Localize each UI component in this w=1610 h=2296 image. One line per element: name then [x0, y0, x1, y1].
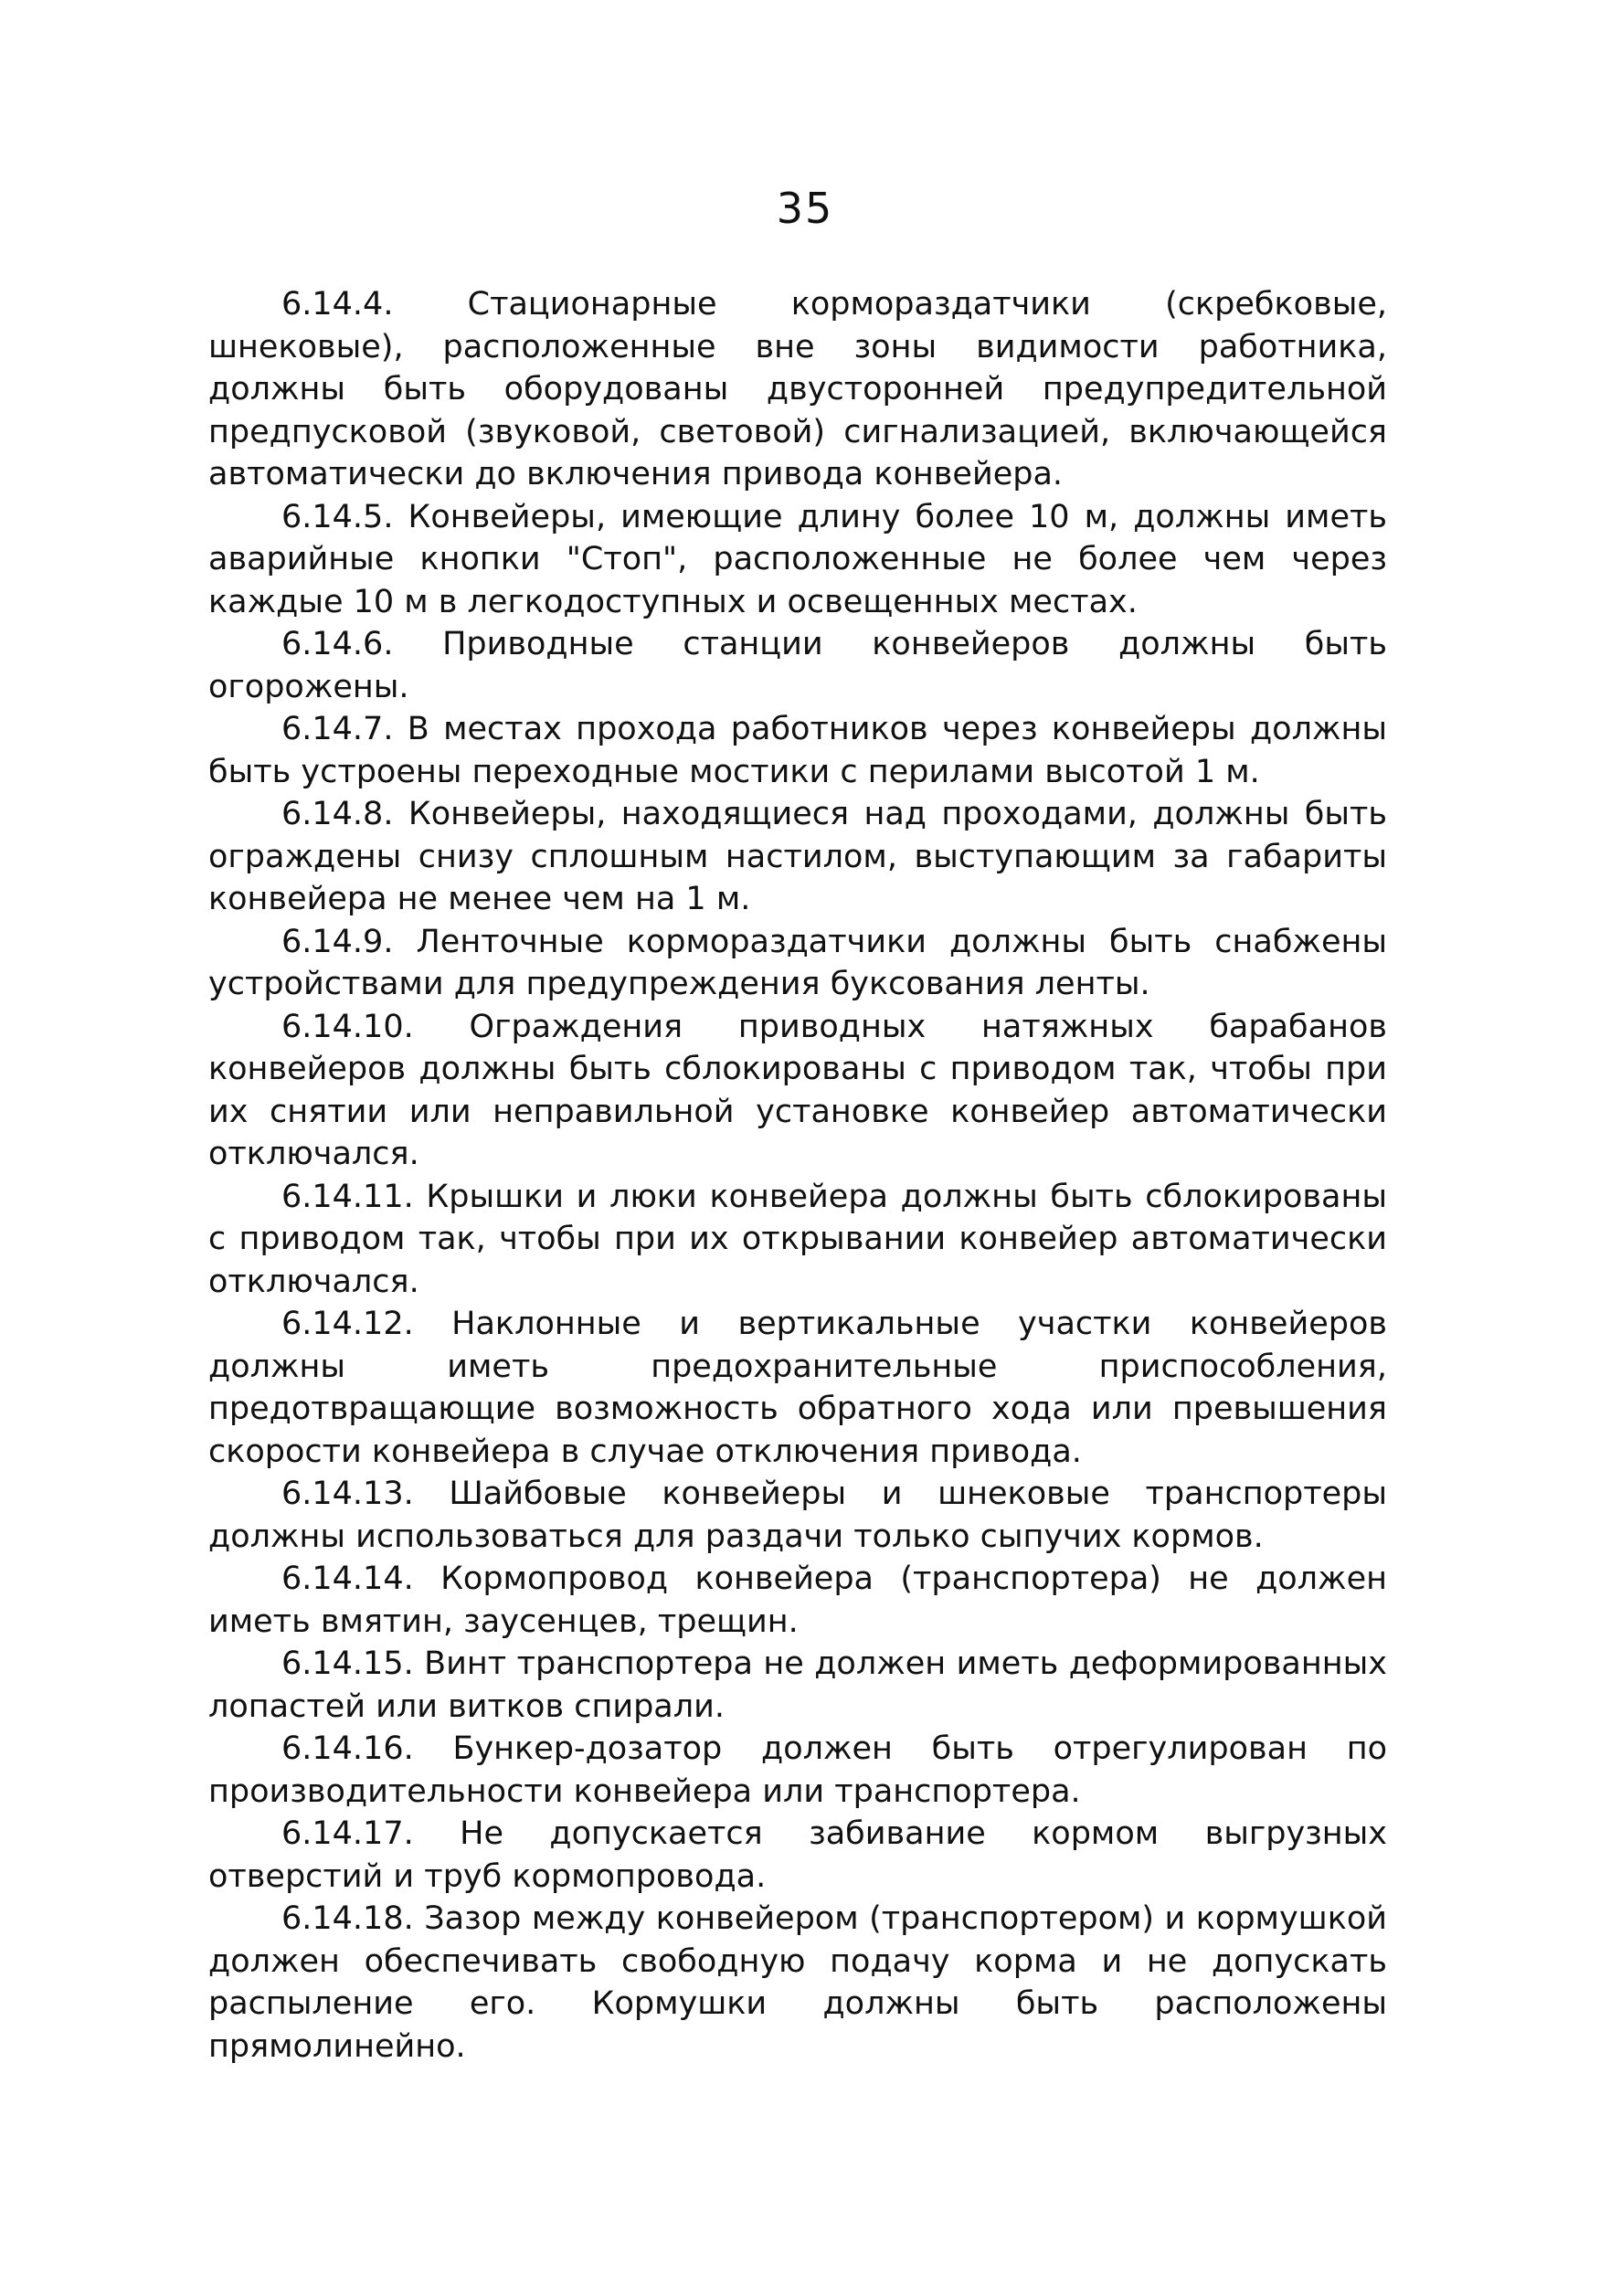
document-body	[208, 283, 1387, 2068]
paragraph-6-14-6: 6.14.6. Приводные станции конвейеров должны быть огорожены.	[208, 626, 1387, 705]
paragraph-6-14-16: 6.14.16. Бункер-дозатор должен быть отрегулирован по производительности конвейера или транспортера.	[208, 1730, 1387, 1810]
paragraph-6-14-8: 6.14.8. Конвейеры, находящиеся над проходами, должны быть ограждены снизу сплошным настилом, выступающим за габариты конвейера не менее чем на 1 м.	[208, 796, 1387, 917]
paragraph-6-14-4: 6.14.4. Стационарные кормораздатчики (скребковые, шнековые), расположенные вне зоны видимости работника, должны быть оборудованы двусторонней предупредительной предпусковой (звуковой, световой) сигнализацией, включающейся автоматически до включения привода конвейера.	[208, 286, 1387, 492]
paragraph-6-14-10: 6.14.10. Ограждения приводных натяжных барабанов конвейеров должны быть сблокированы с приводом так, чтобы при их снятии или неправильной установке конвейер автоматически отключался.	[208, 1008, 1387, 1172]
paragraph-6-14-12: 6.14.12. Наклонные и вертикальные участки конвейеров должны иметь предохранительные приспособления, предотвращающие возможность обратного хода или превышения скорости конвейера в случае отключения привода.	[208, 1306, 1387, 1470]
paragraph-6-14-5: 6.14.5. Конвейеры, имеющие длину более 10 м, должны иметь аварийные кнопки "Стоп", расположенные не более чем через каждые 10 м в легкодоступных и освещенных местах.	[208, 498, 1387, 620]
paragraph-6-14-11: 6.14.11. Крышки и люки конвейера должны быть сблокированы с приводом так, чтобы при их открывании конвейер автоматически отключался.	[208, 1178, 1387, 1300]
paragraph-6-14-7: 6.14.7. В местах прохода работников через конвейеры должны быть устроены переходные мостики с перилами высотой 1 м.	[208, 711, 1387, 790]
paragraph-6-14-9: 6.14.9. Ленточные кормораздатчики должны быть снабжены устройствами для предупреждения буксования ленты.	[208, 923, 1387, 1002]
paragraph-6-14-14: 6.14.14. Кормопровод конвейера (транспортера) не должен иметь вмятин, заусенцев, трещин.	[208, 1561, 1387, 1640]
page-number: 35	[776, 184, 834, 233]
paragraph-6-14-13: 6.14.13. Шайбовые конвейеры и шнековые транспортеры должны использоваться для раздачи только сыпучих кормов.	[208, 1476, 1387, 1555]
paragraph-6-14-18: 6.14.18. Зазор между конвейером (транспортером) и кормушкой должен обеспечивать свободную подачу корма и не допускать распыление его. Кормушки должны быть расположены прямолинейно.	[208, 1900, 1387, 2065]
paragraph-6-14-17: 6.14.17. Не допускается забивание кормом выгрузных отверстий и труб кормопровода.	[208, 1815, 1387, 1895]
paragraph-6-14-15: 6.14.15. Винт транспортера не должен иметь деформированных лопастей или витков спирали.	[208, 1645, 1387, 1725]
